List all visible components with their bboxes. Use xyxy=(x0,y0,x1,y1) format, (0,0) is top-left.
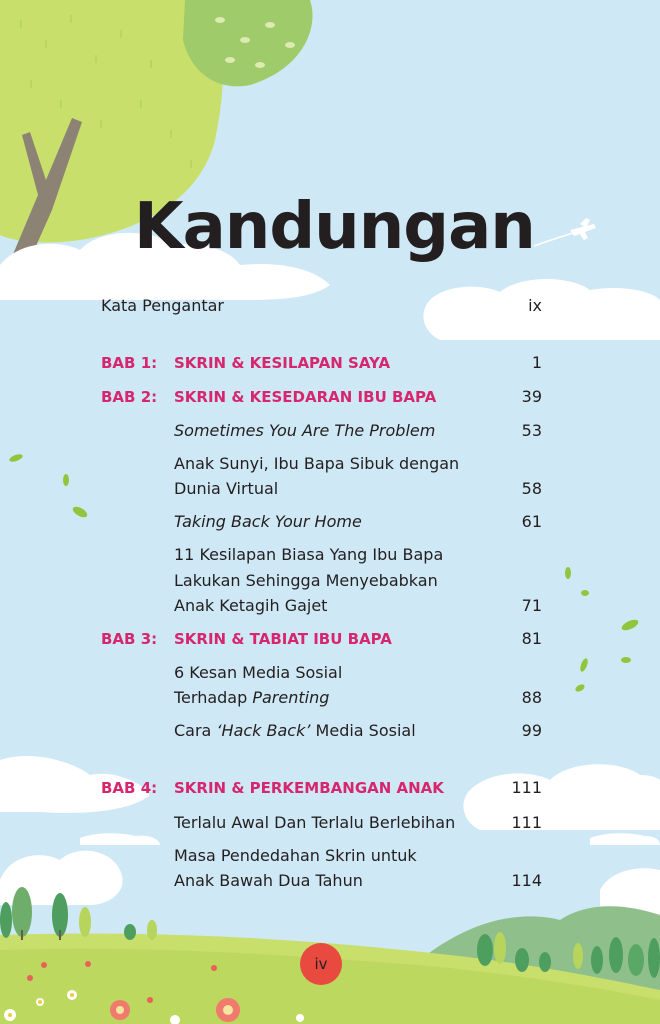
chapter-4-number: BAB 4: xyxy=(101,779,158,797)
toc-entry-masa-line1: Masa Pendedahan Skrin untuk xyxy=(174,846,417,865)
toc-entry-taking-back-page: 61 xyxy=(521,512,542,531)
toc-entry-kesan-line2 xyxy=(174,685,329,711)
toc-entry-hack-back-c: Media Sosial xyxy=(310,721,416,740)
toc-entry-masa-page: 114 xyxy=(511,871,542,890)
toc-entry-anak-sunyi-page: 58 xyxy=(521,479,542,498)
toc-entry-hack-back xyxy=(174,718,416,744)
toc-intro-page: ix xyxy=(528,296,542,315)
toc-entry-taking-back: Taking Back Your Home xyxy=(174,512,362,531)
toc-entry-hack-back-a: Cara xyxy=(174,721,217,740)
chapter-1-page: 1 xyxy=(531,353,542,372)
toc-entry-sometimes-page: 53 xyxy=(521,421,542,440)
chapter-3-page: 81 xyxy=(521,629,542,648)
chapter-3-number: BAB 3: xyxy=(101,630,158,648)
toc-entry-terlalu-awal: Terlalu Awal Dan Terlalu Berlebihan xyxy=(174,813,456,832)
chapter-4-title: SKRIN & PERKEMBANGAN ANAK xyxy=(174,779,444,797)
toc-entry-hack-back-b: ‘Hack Back’ xyxy=(216,721,311,740)
chapter-1-number: BAB 1: xyxy=(101,354,158,372)
chapter-4-page: 111 xyxy=(511,778,542,797)
toc-entry-kesilapan-line2: Lakukan Sehingga Menyebabkan xyxy=(174,571,438,590)
toc-entry-kesan-line2-b: Parenting xyxy=(252,688,330,707)
chapter-2-number: BAB 2: xyxy=(101,388,158,406)
chapter-2-page: 39 xyxy=(521,387,542,406)
toc-intro-label: Kata Pengantar xyxy=(101,296,224,315)
toc-entry-masa-line2: Anak Bawah Dua Tahun xyxy=(174,871,363,890)
chapter-2-title: SKRIN & KESEDARAN IBU BAPA xyxy=(174,388,437,406)
toc-entry-anak-sunyi-line2: Dunia Virtual xyxy=(174,479,279,498)
toc-entry-kesan-line2-a: Terhadap xyxy=(174,688,253,707)
page-title: Kandungan xyxy=(134,190,535,264)
page-number-badge: iv xyxy=(300,943,342,985)
toc-entry-sometimes: Sometimes You Are The Problem xyxy=(174,421,436,440)
toc-entry-anak-sunyi-line1: Anak Sunyi, Ibu Bapa Sibuk dengan xyxy=(174,454,460,473)
toc-entry-terlalu-awal-page: 111 xyxy=(511,813,542,832)
toc-entry-kesilapan-line1: 11 Kesilapan Biasa Yang Ibu Bapa xyxy=(174,545,444,564)
chapter-3-title: SKRIN & TABIAT IBU BAPA xyxy=(174,630,392,648)
toc-entry-kesan-line1: 6 Kesan Media Sosial xyxy=(174,663,343,682)
toc-entry-hack-back-page: 99 xyxy=(521,721,542,740)
toc-entry-kesilapan-line3: Anak Ketagih Gajet xyxy=(174,596,328,615)
toc-entry-kesan-page: 88 xyxy=(521,688,542,707)
toc-entry-kesilapan-page: 71 xyxy=(521,596,542,615)
chapter-1-title: SKRIN & KESILAPAN SAYA xyxy=(174,354,391,372)
